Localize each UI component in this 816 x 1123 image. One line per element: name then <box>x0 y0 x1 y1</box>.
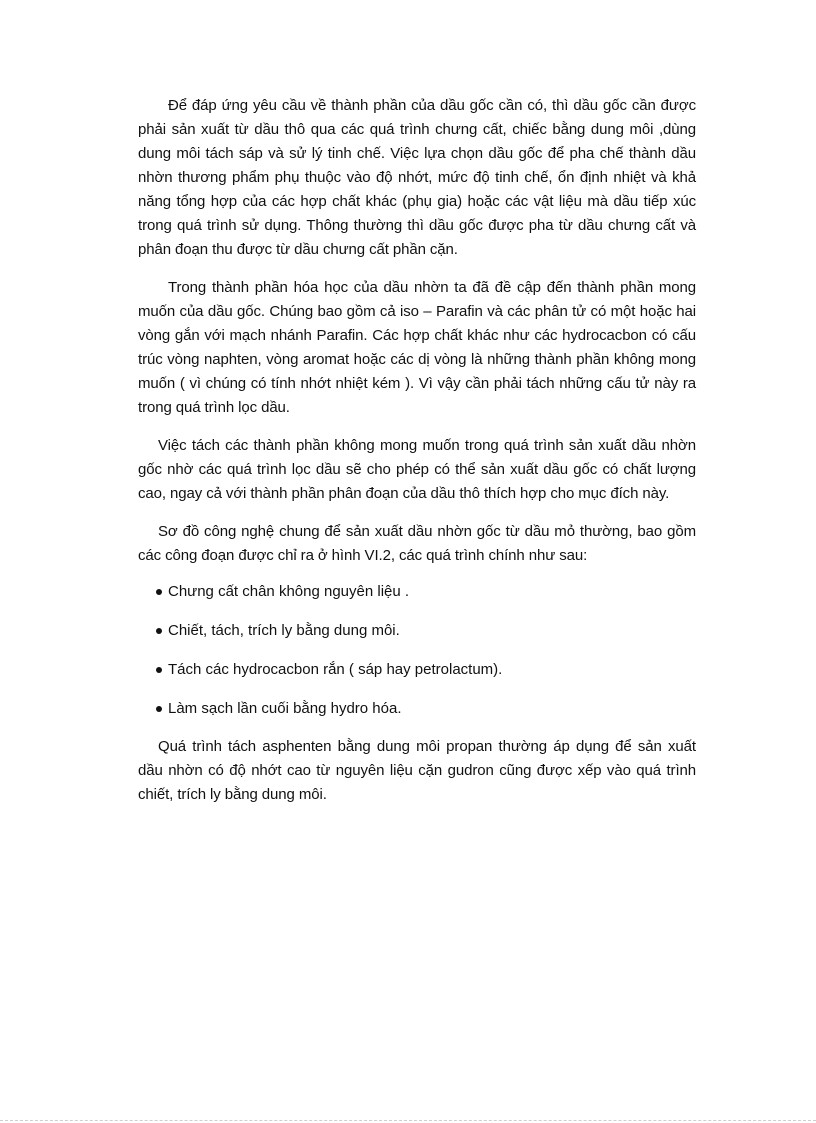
process-list <box>138 580 696 721</box>
bullet-icon <box>156 628 162 634</box>
paragraph-asphaltene-separation: Quá trình tách asphenten bằng dung môi propan thường áp dụng để sản xuất dầu nhờn có độ nhớt cao từ nguyên liệu cặn gudron cũng được xếp vào quá trình chiết, trích ly bằng dung môi. <box>138 738 696 803</box>
list-item <box>156 580 696 604</box>
list-item <box>156 619 696 643</box>
bullet-icon <box>156 706 162 712</box>
paragraph-process-scheme: Sơ đồ công nghệ chung để sản xuất dầu nhờn gốc từ dầu mỏ thường, bao gồm các công đoạn được chỉ ra ở hình VI.2, các quá trình chính như sau: <box>138 523 696 564</box>
list-item-text: Làm sạch lần cuối bằng hydro hóa. <box>168 700 402 717</box>
paragraph-chemical-composition: Trong thành phần hóa học của dầu nhờn ta đã đề cập đến thành phần mong muốn của dầu gốc. Chúng bao gồm cả iso – Parafin và các phân tử có một hoặc hai vòng gắn với mạch nhánh Parafin. Các hợp chất khác như các hydrocacbon có cấu trúc vòng naphten, vòng aromat hoặc các dị vòng là những thành phần không mong muốn ( vì chúng có tính nhớt nhiệt kém ). Vì vậy cần phải tách những cấu tử này ra trong quá trình lọc dầu. <box>138 279 696 416</box>
list-item-text: Tách các hydrocacbon rắn ( sáp hay petrolactum). <box>168 661 503 678</box>
list-item-text: Chưng cất chân không nguyên liệu . <box>168 583 410 600</box>
page-bottom-divider <box>0 1120 816 1121</box>
list-item <box>156 697 696 721</box>
bullet-icon <box>156 667 162 673</box>
paragraph-base-oil-requirements: Để đáp ứng yêu cầu về thành phần của dầu gốc cần có, thì dầu gốc cần được phải sản xuất từ dầu thô qua các quá trình chưng cất, chiếc bằng dung môi ,dùng dung môi tách sáp và sử lý tinh chế. Việc lựa chọn dầu gốc để pha chế thành dầu nhờn thương phẩm phụ thuộc vào độ nhớt, mức độ tinh chế, ổn định nhiệt và khả năng tổng hợp của các hợp chất khác (phụ gia) hoặc các vật liệu mà dầu tiếp xúc trong quá trình sử dụng. Thông thường thì dầu gốc được pha từ dầu chưng cất và phân đoạn thu được từ dầu chưng cất phần cặn. <box>138 97 696 258</box>
list-item-text: Chiết, tách, trích ly bằng dung môi. <box>168 622 400 639</box>
list-item <box>156 658 696 682</box>
document-page <box>138 94 696 807</box>
bullet-icon <box>156 589 162 595</box>
paragraph-separation: Việc tách các thành phần không mong muốn trong quá trình sản xuất dầu nhờn gốc nhờ các quá trình lọc dầu sẽ cho phép có thể sản xuất dầu gốc có chất lượng cao, ngay cả với thành phần phân đoạn của dầu thô thích hợp cho mục đích này. <box>138 437 696 502</box>
